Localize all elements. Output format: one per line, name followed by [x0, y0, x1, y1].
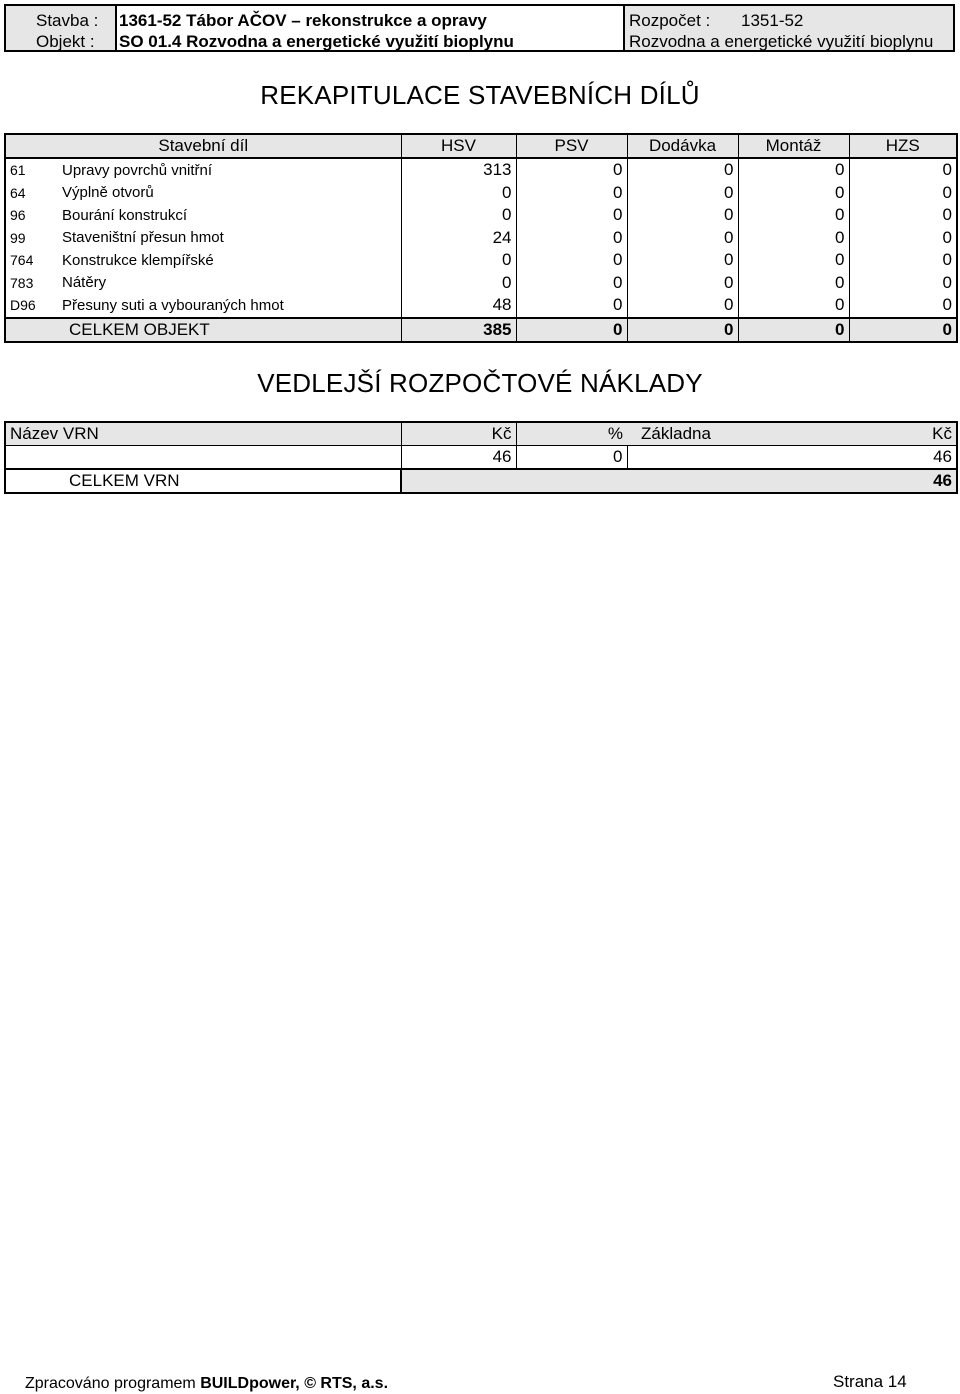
- dil-hsv: 48: [401, 294, 516, 318]
- col-header-hsv: HSV: [401, 134, 516, 158]
- vrn-zakladna: [627, 446, 738, 470]
- footer-program-name: BUILDpower, © RTS, a.s.: [200, 1375, 389, 1392]
- celkem-objekt-label: CELKEM OBJEKT: [5, 318, 401, 342]
- dil-code: 99: [10, 229, 26, 246]
- dil-psv: 0: [516, 294, 627, 318]
- dil-hzs: 0: [849, 182, 957, 205]
- dil-montaz: 0: [738, 204, 849, 227]
- dil-psv: 0: [516, 227, 627, 250]
- table-row: [5, 249, 957, 272]
- dil-code: 783: [10, 274, 34, 291]
- dil-hzs: 0: [849, 272, 957, 295]
- dil-code: 64: [10, 184, 26, 201]
- dil-dodavka: 0: [627, 158, 738, 182]
- dil-dodavka: 0: [627, 249, 738, 272]
- dil-montaz: 0: [738, 272, 849, 295]
- rozpocet-name: Rozvodna a energetické využití bioplynu: [629, 32, 934, 51]
- document-header: [4, 4, 955, 52]
- total-montaz: 0: [738, 318, 849, 342]
- vrn-col-zakladna: Základna: [627, 422, 738, 446]
- celkem-vrn-kc: 46: [401, 469, 957, 493]
- col-header-psv: PSV: [516, 134, 627, 158]
- table-row: [5, 227, 957, 250]
- dil-name: Výplně otvorů: [62, 184, 154, 202]
- vrn-col-kc2: Kč: [738, 422, 957, 446]
- rozpocet-value: 1351-52: [741, 11, 804, 30]
- celkem-vrn-row: [5, 469, 957, 493]
- vrn-kc2: 46: [933, 447, 952, 466]
- vrn-table: [4, 421, 958, 494]
- table-row: [5, 272, 957, 295]
- dil-name: Bourání konstrukcí: [62, 206, 188, 224]
- table-row: [5, 294, 957, 318]
- col-header-stavebni-dil: Stavební díl: [5, 134, 401, 158]
- total-hsv: 385: [401, 318, 516, 342]
- stavba-label: Stavba :: [36, 11, 99, 30]
- total-psv: 0: [516, 318, 627, 342]
- vrn-header-row: [5, 422, 957, 446]
- dil-dodavka: 0: [627, 204, 738, 227]
- dil-montaz: 0: [738, 182, 849, 205]
- header-labels: [6, 6, 117, 50]
- celkem-vrn-label: CELKEM VRN: [5, 469, 401, 493]
- col-header-hzs: HZS: [849, 134, 957, 158]
- dil-hzs: 0: [849, 249, 957, 272]
- dil-dodavka: 0: [627, 227, 738, 250]
- objekt-label: Objekt :: [36, 32, 95, 51]
- celkem-objekt-row: [5, 318, 957, 342]
- dil-name: Upravy povrchů vnitřní: [62, 161, 213, 179]
- header-rozpocet: [625, 6, 953, 50]
- dil-hsv: 0: [401, 249, 516, 272]
- stavba-value: 1361-52 Tábor AČOV – rekonstrukce a opravy: [119, 11, 487, 30]
- dil-hsv: 0: [401, 182, 516, 205]
- dil-dodavka: 0: [627, 182, 738, 205]
- dil-name: Přesuny suti a vybouraných hmot: [62, 296, 284, 314]
- dil-hzs: 0: [849, 227, 957, 250]
- dil-name: Konstrukce klempířské: [62, 251, 214, 269]
- total-hzs: 0: [849, 318, 957, 342]
- dil-montaz: 0: [738, 158, 849, 182]
- objekt-value: SO 01.4 Rozvodna a energetické využití bioplynu: [119, 32, 514, 51]
- dil-code: 764: [10, 252, 34, 269]
- vrn-nazev: [5, 446, 401, 470]
- dil-psv: 0: [516, 182, 627, 205]
- dil-code: 96: [10, 207, 26, 224]
- page-number: Strana 14: [833, 1372, 907, 1391]
- table-row: [5, 158, 957, 182]
- footer-program-prefix: Zpracováno programem: [25, 1375, 201, 1392]
- dil-montaz: 0: [738, 294, 849, 318]
- rekapitulace-title: REKAPITULACE STAVEBNÍCH DÍLŮ: [260, 80, 700, 110]
- dil-montaz: 0: [738, 249, 849, 272]
- vrn-kc: 46: [401, 446, 516, 470]
- total-dodavka: 0: [627, 318, 738, 342]
- vrn-procento: 0: [516, 446, 627, 470]
- table-header-row: [5, 134, 957, 158]
- dil-hsv: 0: [401, 272, 516, 295]
- stavebni-dily-table: [4, 133, 958, 343]
- vrn-col-nazev: Název VRN: [5, 422, 401, 446]
- dil-hzs: 0: [849, 158, 957, 182]
- dil-hzs: 0: [849, 204, 957, 227]
- dil-name: Staveništní přesun hmot: [62, 229, 224, 247]
- dil-psv: 0: [516, 158, 627, 182]
- dil-hsv: 24: [401, 227, 516, 250]
- dil-psv: 0: [516, 272, 627, 295]
- dil-hzs: 0: [849, 294, 957, 318]
- dil-psv: 0: [516, 204, 627, 227]
- dil-dodavka: 0: [627, 294, 738, 318]
- dil-psv: 0: [516, 249, 627, 272]
- dil-dodavka: 0: [627, 272, 738, 295]
- vrn-data-row: [5, 446, 957, 470]
- footer-program: [25, 1375, 388, 1393]
- table-row: [5, 182, 957, 205]
- dil-hsv: 313: [401, 158, 516, 182]
- table-row: [5, 204, 957, 227]
- dil-montaz: 0: [738, 227, 849, 250]
- rozpocet-label: Rozpočet :: [629, 11, 711, 30]
- dil-name: Nátěry: [62, 274, 107, 292]
- header-values: [117, 6, 625, 50]
- vrn-col-procento: %: [516, 422, 627, 446]
- vrn-col-kc: Kč: [401, 422, 516, 446]
- dil-code: D96: [10, 297, 36, 314]
- col-header-dodavka: Dodávka: [627, 134, 738, 158]
- col-header-montaz: Montáž: [738, 134, 849, 158]
- dil-code: 61: [10, 162, 26, 179]
- vrn-title: VEDLEJŠÍ ROZPOČTOVÉ NÁKLADY: [257, 368, 703, 398]
- dil-hsv: 0: [401, 204, 516, 227]
